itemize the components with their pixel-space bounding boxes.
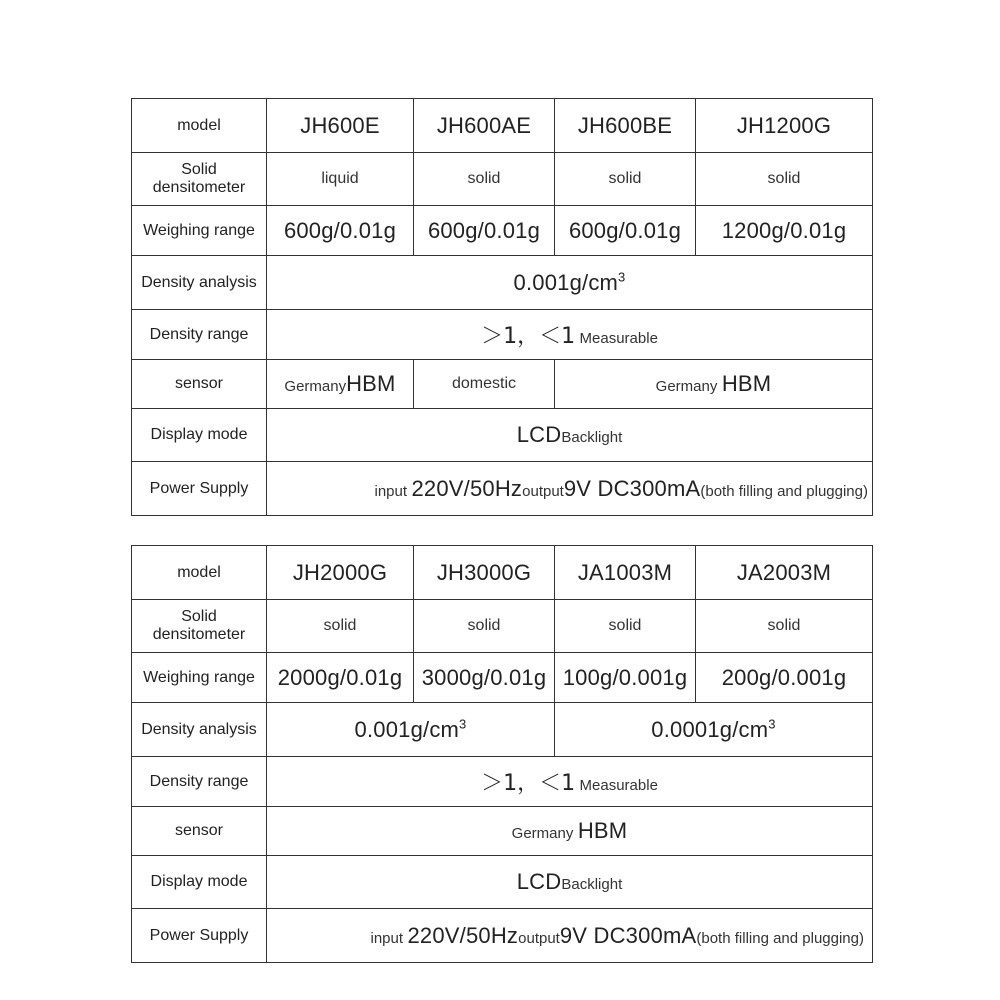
row-solid <box>132 600 873 653</box>
solid-cell: solid <box>414 153 555 206</box>
model-cell: JH2000G <box>267 546 414 600</box>
row-density-analysis <box>132 703 873 757</box>
label-display: Display mode <box>132 856 267 909</box>
solid-cell: solid <box>414 600 555 653</box>
row-density-analysis <box>132 256 873 310</box>
sensor-cell <box>267 807 873 856</box>
power-input-value: 220V/50Hz <box>407 922 519 948</box>
density-range-cell <box>267 757 873 807</box>
density-analysis-value: 0.0001g/cm <box>651 716 769 742</box>
display-text: Backlight <box>561 429 623 446</box>
weighing-cell: 2000g/0.01g <box>267 653 414 703</box>
sensor-brand: HBM <box>346 371 396 396</box>
solid-cell: solid <box>555 153 696 206</box>
row-power <box>132 462 873 516</box>
model-cell: JH600E <box>267 99 414 153</box>
label-power: Power Supply <box>132 462 267 516</box>
row-model <box>132 546 873 600</box>
label-model: model <box>132 99 267 153</box>
display-cell <box>267 856 873 909</box>
model-cell: JH600BE <box>555 99 696 153</box>
weighing-cell: 600g/0.01g <box>555 206 696 256</box>
label-power: Power Supply <box>132 909 267 963</box>
density-unit-exponent: 3 <box>618 269 626 285</box>
power-output-value: 9V DC300mA <box>563 475 701 501</box>
density-range-symbols: ＞1，＜1 <box>481 324 576 349</box>
label-sensor: sensor <box>132 360 267 409</box>
sensor-brand: HBM <box>577 818 628 843</box>
density-unit-exponent: 3 <box>768 716 776 732</box>
density-analysis-value: 0.001g/cm <box>513 269 619 295</box>
power-output-value: 9V DC300mA <box>559 922 697 948</box>
weighing-cell: 1200g/0.01g <box>696 206 873 256</box>
row-display <box>132 409 873 462</box>
display-cell <box>267 409 873 462</box>
model-cell: JH1200G <box>696 99 873 153</box>
power-input-value: 220V/50Hz <box>411 475 523 501</box>
sensor-country: Germany <box>655 378 718 395</box>
power-note: (both filling and plugging) <box>696 929 864 947</box>
label-display: Display mode <box>132 409 267 462</box>
row-display <box>132 856 873 909</box>
model-cell: JA2003M <box>696 546 873 600</box>
weighing-cell: 3000g/0.01g <box>414 653 555 703</box>
spec-table-1 <box>131 98 873 516</box>
row-weighing <box>132 653 873 703</box>
weighing-cell: 600g/0.01g <box>414 206 555 256</box>
solid-cell: liquid <box>267 153 414 206</box>
power-cell <box>267 909 873 963</box>
weighing-cell: 100g/0.001g <box>555 653 696 703</box>
solid-cell: solid <box>555 600 696 653</box>
weighing-cell: 600g/0.01g <box>267 206 414 256</box>
label-weighing: Weighing range <box>132 206 267 256</box>
power-input-label: input <box>370 929 404 947</box>
label-solid: Solid densitometer <box>132 153 267 206</box>
density-range-cell <box>267 310 873 360</box>
density-analysis-cell <box>267 256 873 310</box>
row-model <box>132 99 873 153</box>
label-density-range: Density range <box>132 757 267 807</box>
row-power <box>132 909 873 963</box>
row-density-range <box>132 757 873 807</box>
sensor-brand: HBM <box>721 371 772 396</box>
label-model: model <box>132 546 267 600</box>
model-cell: JH600AE <box>414 99 555 153</box>
label-density-analysis: Density analysis <box>132 703 267 757</box>
weighing-cell: 200g/0.001g <box>696 653 873 703</box>
solid-cell: solid <box>696 153 873 206</box>
label-weighing: Weighing range <box>132 653 267 703</box>
sensor-cell <box>267 360 414 409</box>
row-density-range <box>132 310 873 360</box>
power-output-label: output <box>522 482 564 500</box>
label-density-range: Density range <box>132 310 267 360</box>
solid-cell: solid <box>696 600 873 653</box>
sensor-cell: domestic <box>414 360 555 409</box>
density-range-text: Measurable <box>579 777 658 794</box>
density-analysis-cell <box>267 703 555 757</box>
spec-table-2 <box>131 545 873 963</box>
power-output-label: output <box>518 929 560 947</box>
sensor-cell <box>555 360 873 409</box>
model-cell: JA1003M <box>555 546 696 600</box>
density-range-symbols: ＞1，＜1 <box>481 771 576 796</box>
row-solid <box>132 153 873 206</box>
model-cell: JH3000G <box>414 546 555 600</box>
sensor-country: Germany <box>511 825 574 842</box>
label-solid: Solid densitometer <box>132 600 267 653</box>
density-analysis-value: 0.001g/cm <box>354 716 460 742</box>
label-density-analysis: Density analysis <box>132 256 267 310</box>
power-cell <box>267 462 873 516</box>
solid-cell: solid <box>267 600 414 653</box>
display-text: Backlight <box>561 876 623 893</box>
row-sensor <box>132 807 873 856</box>
sensor-country: Germany <box>284 378 347 395</box>
density-range-text: Measurable <box>579 330 658 347</box>
row-weighing <box>132 206 873 256</box>
row-sensor <box>132 360 873 409</box>
display-lcd: LCD <box>516 422 562 447</box>
display-lcd: LCD <box>516 869 562 894</box>
label-sensor: sensor <box>132 807 267 856</box>
density-analysis-cell <box>555 703 873 757</box>
power-input-label: input <box>374 482 408 500</box>
power-note: (both filling and plugging) <box>700 482 868 500</box>
density-unit-exponent: 3 <box>459 716 467 732</box>
